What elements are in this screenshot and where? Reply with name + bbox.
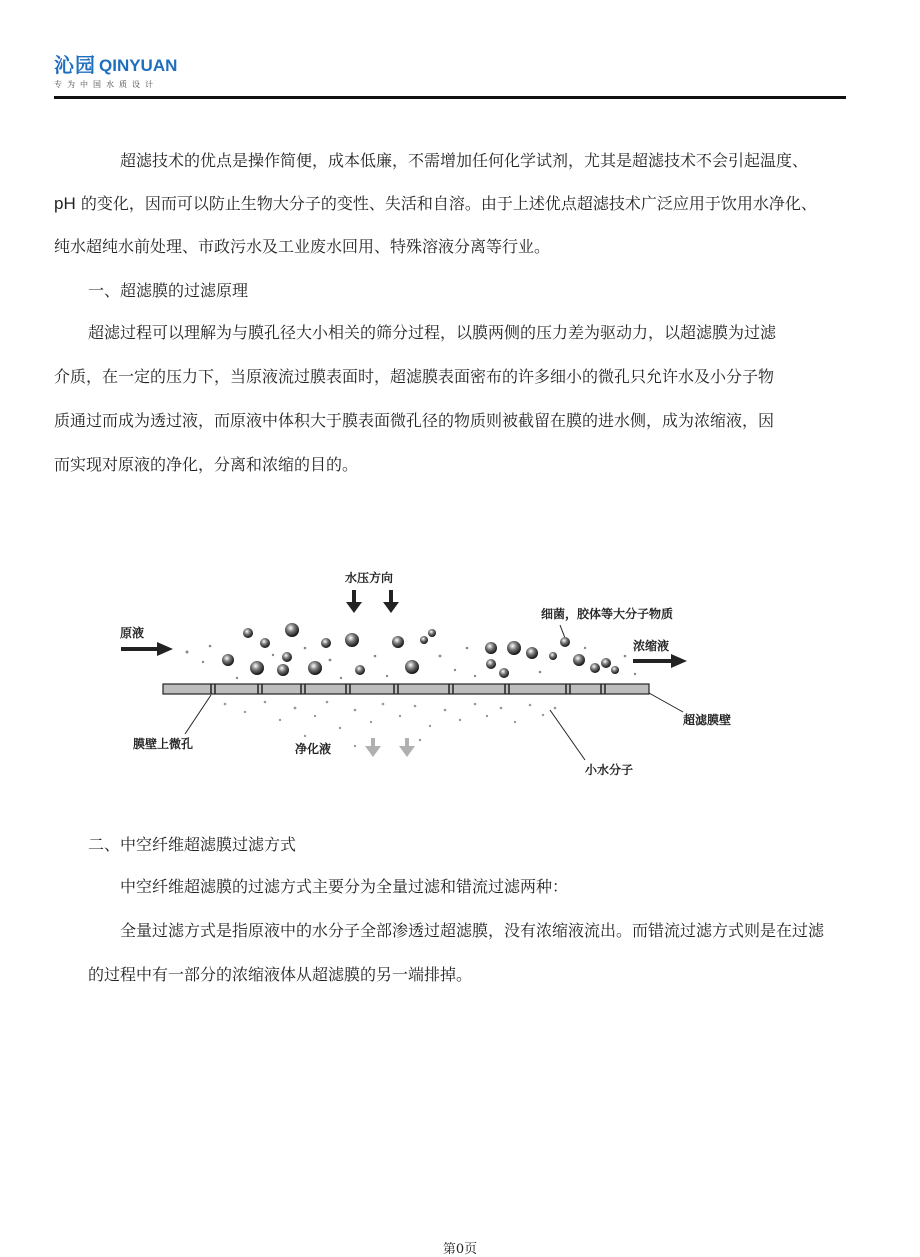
small-molecules-label: 小水分子 [585,763,634,777]
permeate-label: 净化液 [295,742,332,756]
ph-term: pH [54,194,76,213]
membrane-pores-label: 膜壁上微孔 [133,737,194,751]
membrane-wall-label: 超滤膜壁 [683,713,732,727]
concentrate-label: 浓缩液 [633,639,670,653]
company-logo [54,54,177,90]
paragraph-2-line-4: 而实现对原液的净化，分离和浓缩的目的。 [54,455,359,474]
paragraph-1-line-1: 超滤技术的优点是操作简便，成本低廉，不需增加任何化学试剂，尤其是超滤技术不会引起温度、 [120,151,809,170]
logo-chinese: 沁园 [54,53,96,77]
page-number: 第0页 [442,1242,478,1257]
small-molecules-pointer-line [550,710,585,760]
paragraph-2-line-2: 介质，在一定的压力下，当原液流过膜表面时，超滤膜表面密布的许多细小的微孔只允许水及小分子物 [54,367,775,386]
pores-pointer-line [185,695,211,734]
logo-slogan: 专为中国水质设计 [54,80,158,89]
paragraph-4-line-1: 全量过滤方式是指原液中的水分子全部渗透过超滤膜，没有浓缩液流出。而错流过滤方式则是在过滤 [120,921,825,940]
paragraph-1-line-2-text: 的变化，因而可以防止生物大分子的变性、失活和自溶。由于上述优点超滤技术广泛应用于饮用水净化、 [75,194,817,213]
pressure-arrow-icon [383,590,399,613]
concentrate-arrow-icon [633,654,687,668]
small-molecules-permeate [224,701,557,748]
membrane-wall [163,684,649,694]
paragraph-4-line-2: 的过程中有一部分的浓缩液体从超滤膜的另一端排掉。 [88,965,473,984]
paragraph-1-line-2 [54,193,817,215]
paragraph-1-line-3: 纯水超纯水前处理、市政污水及工业废水回用、特殊溶液分离等行业。 [54,237,551,256]
header-divider [54,96,846,99]
pressure-arrow-icon [346,590,362,613]
section-heading-1: 一、超滤膜的过滤原理 [88,281,249,300]
pressure-direction-label: 水压方向 [345,571,394,585]
macromolecules [222,623,619,678]
bacteria-pointer-line [560,625,565,638]
permeate-arrow-icon [399,738,415,757]
logo-wordmark [54,54,177,76]
membrane-wall-pointer-line [649,693,683,712]
ultrafiltration-diagram [115,560,815,790]
permeate-arrow-icon [365,738,381,757]
feed-arrow-icon [121,642,173,656]
paragraph-2-line-3: 质通过而成为透过液，而原液中体积大于膜表面微孔径的物质则被截留在膜的进水侧，成为浓缩液，因 [54,411,775,430]
bacteria-colloid-label: 细菌，胶体等大分子物质 [541,607,674,621]
paragraph-3: 中空纤维超滤膜的过滤方式主要分为全量过滤和错流过滤两种： [120,877,569,896]
logo-english: QINYUAN [99,56,178,75]
section-heading-2: 二、中空纤维超滤膜过滤方式 [88,835,297,854]
feed-label: 原液 [120,626,145,640]
paragraph-2-line-1: 超滤过程可以理解为与膜孔径大小相关的筛分过程，以膜两侧的压力差为驱动力，以超滤膜为过滤 [88,323,777,342]
